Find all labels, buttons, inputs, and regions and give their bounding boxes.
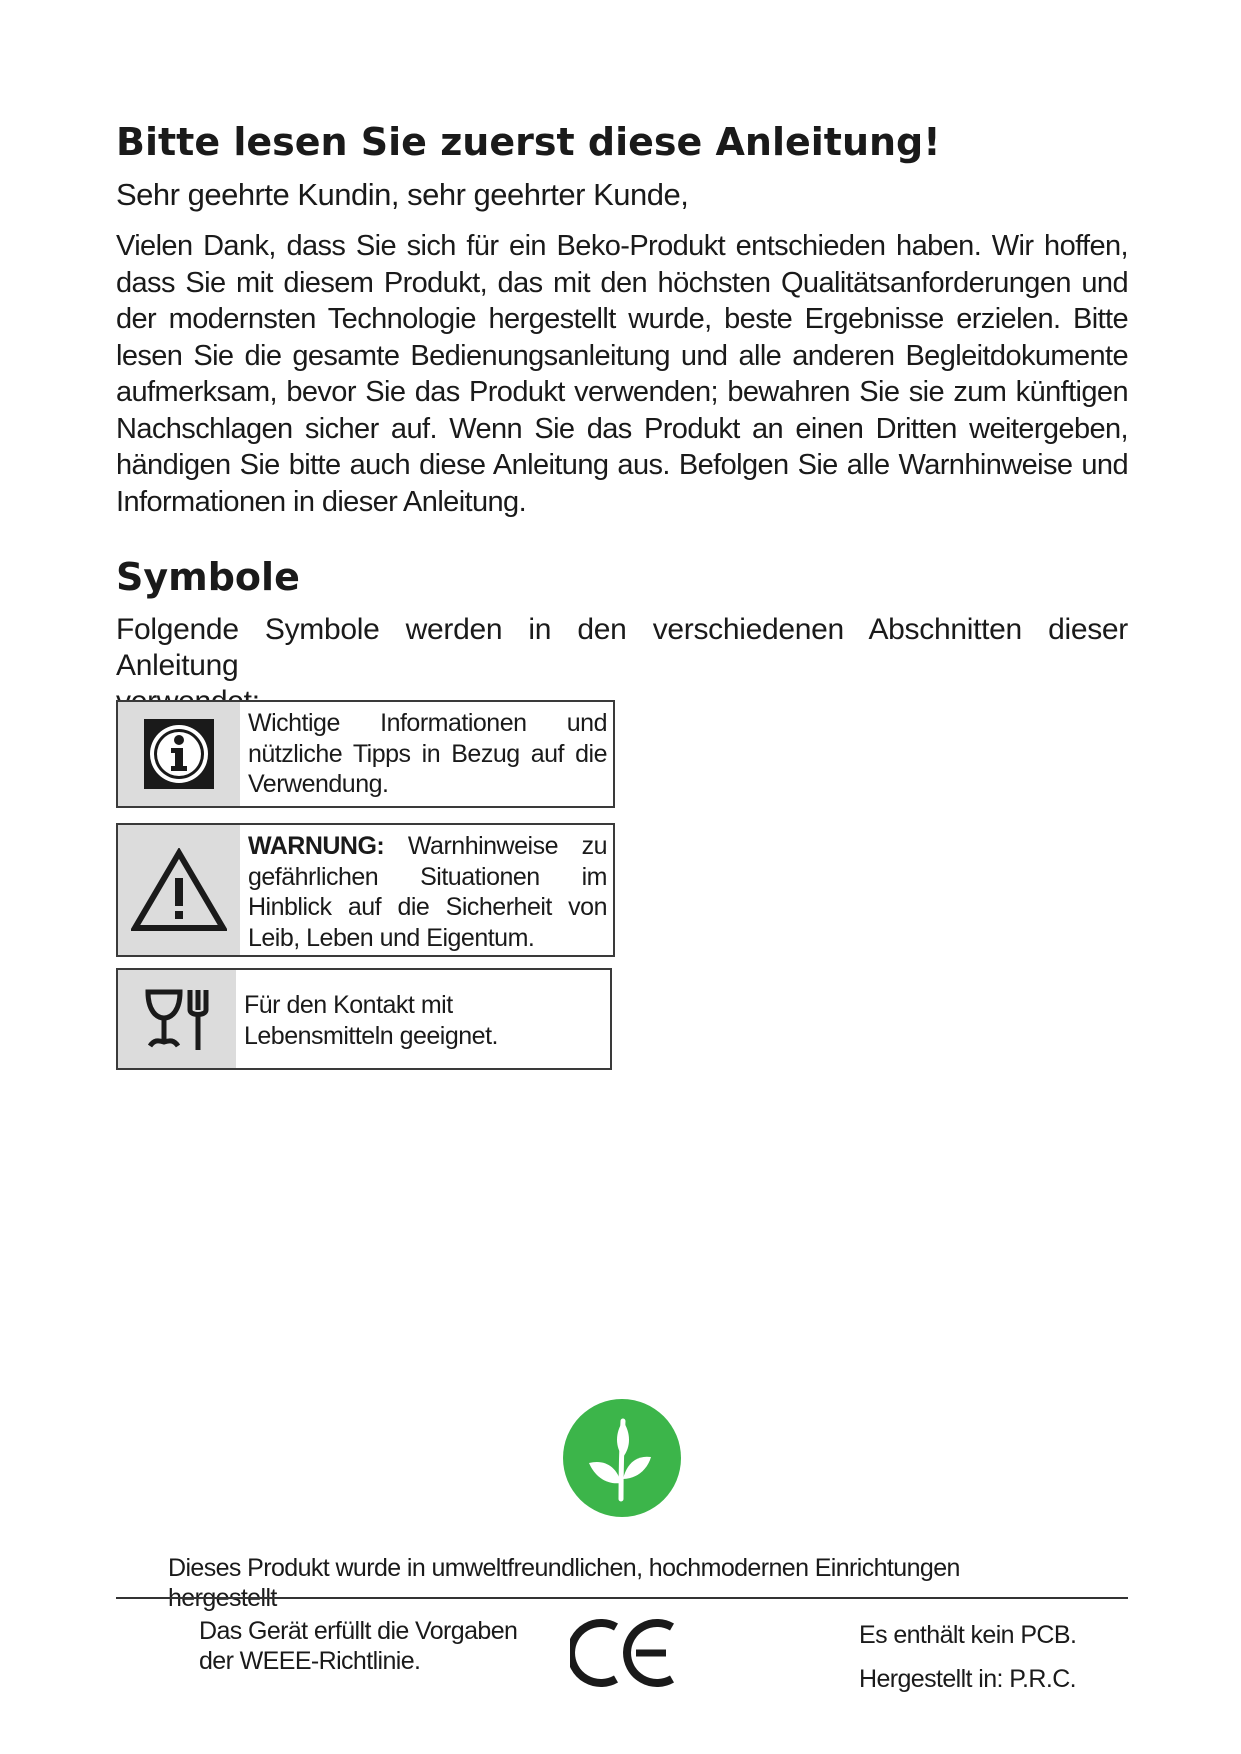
- symbol-warning-text: [240, 825, 613, 955]
- warning-icon: [118, 825, 240, 955]
- symbol-food-box: [116, 968, 612, 1070]
- intro-paragraph: Vielen Dank, dass Sie sich für ein Beko-Produkt entschieden haben. Wir hoffen, dass Sie mit diesem Produkt, das mit den höchsten Qualitätsanforderungen und der modernsten Technologie hergestellt wurde, beste Ergebnisse erzielen. Bitte lesen Sie die gesamte Bedienungsanleitung und alle anderen Begleitdokumente aufmerksam, bevor Sie das Produkt verwenden; bewahren Sie sie zum künftigen Nachschlagen sicher auf. Wenn Sie das Produkt an einen Dritten weitergeben, händigen Sie bitte auch diese Anleitung aus. Befolgen Sie alle Warnhinweise und Informationen in dieser Anleitung.: [116, 230, 1128, 518]
- symbol-warning-box: [116, 823, 615, 957]
- symbol-info-text: Wichtige Informationen und nützliche Tipps in Bezug auf die Verwendung.: [248, 709, 607, 798]
- leaf-icon: [563, 1399, 681, 1517]
- symbol-info-box: [116, 700, 615, 808]
- symbol-food-text: Für den Kontakt mit Lebensmitteln geeignet.: [244, 991, 498, 1050]
- footer-divider: [116, 1597, 1128, 1599]
- info-icon: [118, 702, 240, 806]
- page-title: Bitte lesen Sie zuerst diese Anleitung!: [116, 120, 941, 164]
- symbols-intro-line-1: Folgende Symbole werden in den verschiedenen Abschnitten dieser Anleitung: [116, 613, 1128, 682]
- ce-mark-icon: [570, 1617, 676, 1689]
- made-in-text: Hergestellt in: P.R.C.: [859, 1665, 1076, 1693]
- warning-label: WARNUNG:: [248, 832, 385, 860]
- weee-line-1: Das Gerät erfüllt die Vorgaben: [199, 1617, 518, 1645]
- food-safe-icon: [118, 970, 236, 1068]
- weee-statement: [199, 1616, 559, 1676]
- greeting: Sehr geehrte Kundin, sehr geehrter Kunde,: [116, 177, 689, 212]
- eco-statement: Dieses Produkt wurde in umweltfreundlichen, hochmodernen Einrichtungen hergestellt: [168, 1554, 960, 1612]
- warning-description: Warnhinweise zu gefährlichen Situationen im Hinblick auf die Sicherheit von Leib, Leben und Eigentum.: [248, 832, 607, 952]
- symbols-heading: Symbole: [116, 555, 300, 599]
- pcb-text: Es enthält kein PCB.: [859, 1621, 1077, 1649]
- pcb-statement: [859, 1613, 1119, 1701]
- weee-line-2: der WEEE-Richtlinie.: [199, 1647, 421, 1675]
